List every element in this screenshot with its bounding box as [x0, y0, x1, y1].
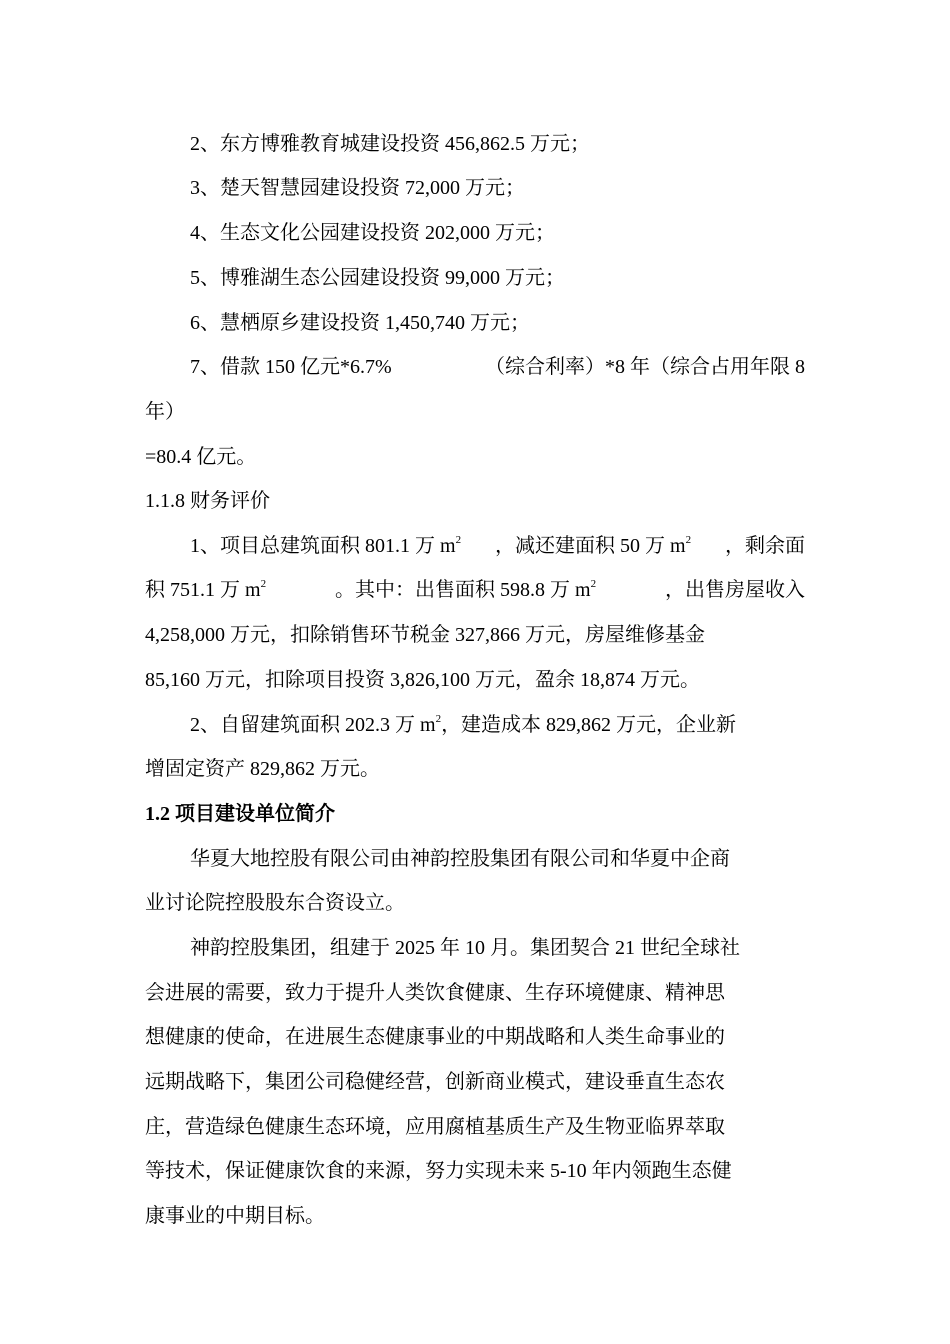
finance-p1-text-d: 积 751.1 万 m [145, 579, 261, 601]
intro-p1-line-2: 业讨论院控股股东合资设立。 [145, 892, 405, 914]
section-heading-1-1-8: 1.1.8 财务评价 [145, 490, 270, 512]
superscript: 2 [435, 713, 442, 725]
intro-p2-line-1: 神韵控股集团，组建于 2025 年 10 月。集团契合 21 世纪全球社 [190, 937, 740, 959]
finance-p2-line-2: 增固定资产 829,862 万元。 [145, 758, 380, 780]
intro-p2-line-5: 庄，营造绿色健康生态环境，应用腐植基质生产及生物亚临界萃取 [145, 1116, 725, 1138]
finance-p2-line-1 [190, 712, 736, 738]
finance-p1-text-a: 1、项目总建筑面积 801.1 万 m [190, 535, 456, 557]
finance-p1-line-4: 85,160 万元，扣除项目投资 3,826,100 万元，盈余 18,874 万元。 [145, 669, 700, 691]
finance-p2-text-b: ，建造成本 829,862 万元，企业新 [441, 714, 737, 736]
invest-item-5: 5、博雅湖生态公园建设投资 99,000 万元； [190, 267, 565, 289]
intro-p2-line-6: 等技术，保证健康饮食的来源，努力实现未来 5-10 年内领跑生态健 [145, 1160, 732, 1182]
intro-p2-line-3: 想健康的使命，在进展生态健康事业的中期战略和人类生命事业的 [145, 1026, 725, 1048]
intro-p2-line-2: 会进展的需要，致力于提升人类饮食健康、生存环境健康、精神思 [145, 982, 725, 1004]
intro-p1-line-1: 华夏大地控股有限公司由神韵控股集团有限公司和华夏中企商 [190, 848, 730, 870]
invest-item-2: 2、东方博雅教育城建设投资 456,862.5 万元； [190, 133, 590, 155]
superscript: 2 [590, 578, 597, 590]
loan-line-3: =80.4 亿元。 [145, 446, 257, 468]
superscript: 2 [685, 534, 692, 546]
intro-p2-line-4: 远期战略下，集团公司稳健经营，创新商业模式，建设垂直生态农 [145, 1071, 725, 1093]
finance-p1-line-3: 4,258,000 万元，扣除销售环节税金 327,866 万元，房屋维修基金 [145, 624, 705, 646]
finance-p1-text-f: ，出售房屋收入 [665, 579, 805, 601]
invest-item-6: 6、慧栖原乡建设投资 1,450,740 万元； [190, 312, 530, 334]
loan-line-2: 年） [145, 401, 185, 423]
finance-p1-text-b: ，减还建面积 50 万 m [495, 535, 686, 557]
finance-p1-line-1 [190, 533, 805, 559]
superscript: 2 [455, 534, 462, 546]
invest-item-3: 3、楚天智慧园建设投资 72,000 万元； [190, 177, 525, 199]
loan-line-1-part-b: （综合利率）*8 年（综合占用年限 8 [485, 356, 805, 378]
intro-p2-line-7: 康事业的中期目标。 [145, 1205, 325, 1227]
loan-line-1-part-a: 7、借款 150 亿元*6.7% [190, 356, 392, 378]
finance-p2-text-a: 2、自留建筑面积 202.3 万 m [190, 714, 436, 736]
finance-p1-line-2 [145, 577, 805, 603]
finance-p1-text-e: 。其中：出售面积 598.8 万 m [335, 579, 591, 601]
section-heading-1-2: 1.2 项目建设单位简介 [145, 803, 335, 825]
invest-item-4: 4、生态文化公园建设投资 202,000 万元； [190, 222, 555, 244]
loan-line-1 [190, 354, 805, 380]
superscript: 2 [260, 578, 267, 590]
finance-p1-text-c: ，剩余面 [725, 535, 805, 557]
